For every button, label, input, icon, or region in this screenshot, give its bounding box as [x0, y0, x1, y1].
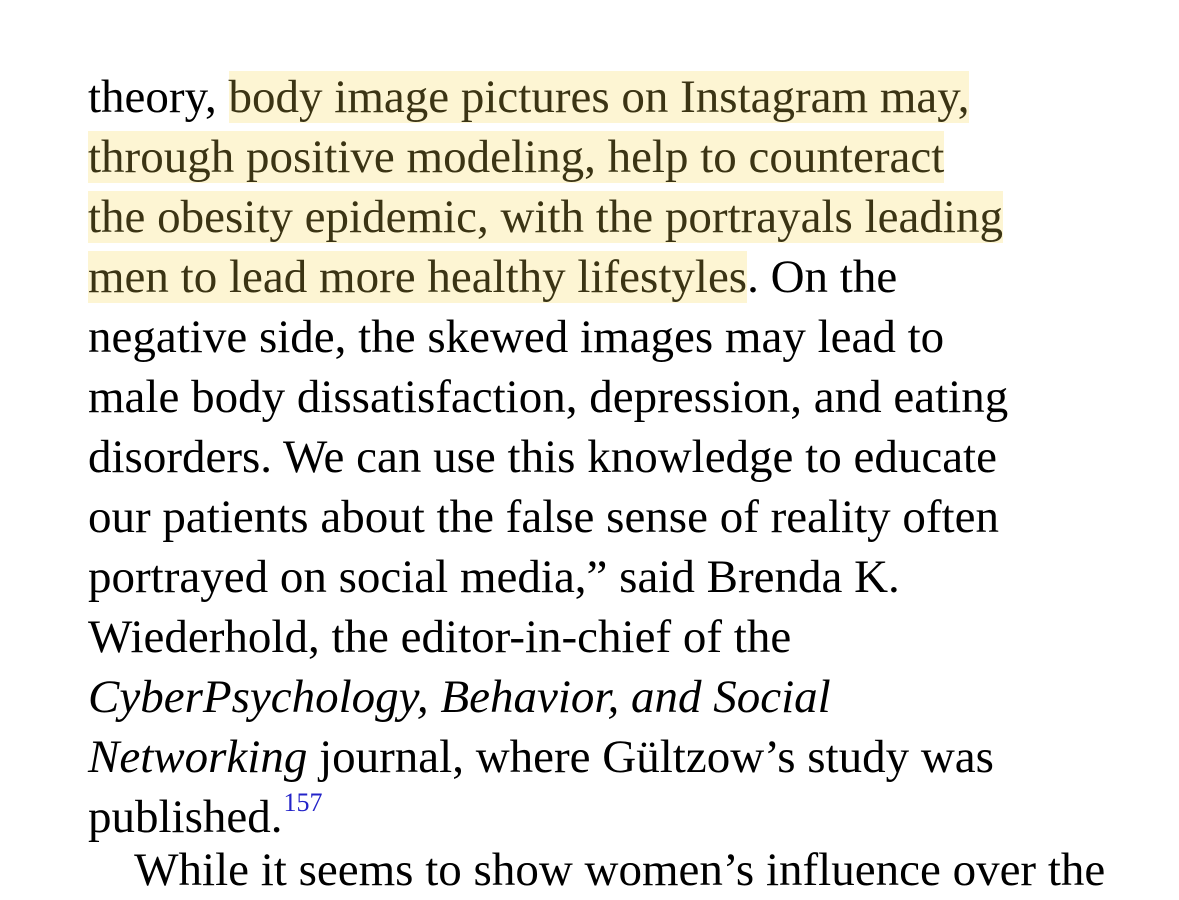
- text-line-2: [88, 127, 944, 187]
- plain-text: theory,: [88, 71, 229, 123]
- text-line-4: [88, 247, 897, 307]
- text-line-7: disorders. We can use this knowledge to educate: [88, 431, 997, 483]
- text-line-13: [88, 787, 323, 847]
- text-line-6: male body dissatisfaction, depression, and eating: [88, 371, 1009, 423]
- journal-title-italic: Networking: [88, 731, 308, 783]
- plain-text: published.: [88, 791, 283, 843]
- text-line-1: [88, 67, 969, 127]
- highlighted-text[interactable]: body image pictures on Instagram may,: [228, 71, 970, 123]
- text-line-14-partial: While it seems to show women’s influence over the: [88, 844, 1106, 896]
- text-line-12: [88, 727, 994, 787]
- highlighted-text[interactable]: men to lead more healthy lifestyles: [88, 251, 748, 303]
- text-line-9: portrayed on social media,” said Brenda K.: [88, 551, 900, 603]
- text-line-3: [88, 187, 1003, 247]
- highlighted-text[interactable]: through positive modeling, help to counteract: [88, 131, 945, 183]
- plain-text: . On the: [747, 251, 898, 303]
- text-line-11: CyberPsychology, Behavior, and Social: [88, 671, 831, 723]
- text-line-8: our patients about the false sense of reality often: [88, 491, 999, 543]
- footnote-link[interactable]: 157: [283, 788, 323, 817]
- text-line-10: Wiederhold, the editor-in-chief of the: [88, 611, 792, 663]
- plain-text: journal, where Gültzow’s study was: [307, 731, 994, 783]
- text-line-5: negative side, the skewed images may lead to: [88, 311, 945, 363]
- highlighted-text[interactable]: the obesity epidemic, with the portrayals leading: [88, 191, 1003, 243]
